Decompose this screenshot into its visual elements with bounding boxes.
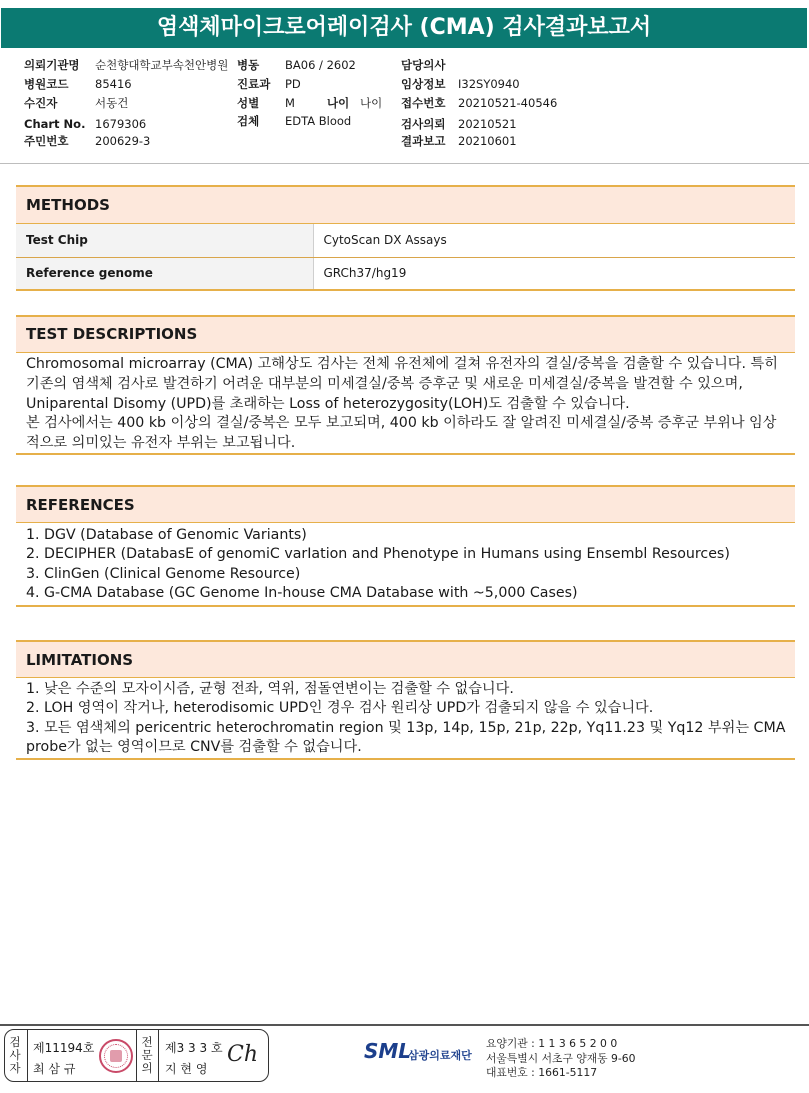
test-descriptions-heading: TEST DESCRIPTIONS <box>16 315 795 353</box>
info-label-specimen: 검체 <box>237 114 260 128</box>
list-item: 1. DGV (Database of Genomic Variants) <box>26 527 307 543</box>
list-item: 3. ClinGen (Clinical Genome Resource) <box>26 565 301 582</box>
info-value-department: PD <box>285 77 301 91</box>
patient-info <box>0 56 809 156</box>
footer-divider <box>0 1024 809 1026</box>
info-value-receipt-no: 20210521-40546 <box>458 96 558 110</box>
info-label-physician: 담당의사 <box>401 58 446 72</box>
methods-key-test-chip: Test Chip <box>16 224 313 257</box>
examiner-label: 검사자 <box>9 1035 21 1075</box>
institution-code: 요양기관 : 1 1 3 6 5 2 0 0 <box>486 1037 618 1050</box>
signature-separator <box>158 1030 159 1081</box>
references-heading: REFERENCES <box>16 485 795 523</box>
info-label-requesting-institution: 의뢰기관명 <box>24 58 80 72</box>
table-row <box>16 257 795 290</box>
specialist-signature: Ch <box>227 1042 259 1067</box>
info-value-specimen: EDTA Blood <box>285 114 352 128</box>
list-item: 1. 낮은 수준의 모자이시즘, 균형 전좌, 역위, 점돌연변이는 검출할 수 없습니다. <box>26 681 514 697</box>
info-label-request-date: 검사의뢰 <box>401 117 446 131</box>
info-label-clinical-info: 임상정보 <box>401 77 446 91</box>
test-descriptions-body <box>16 355 795 454</box>
limitations-heading: LIMITATIONS <box>16 640 795 678</box>
methods-value-test-chip: CytoScan DX Assays <box>313 224 795 257</box>
info-value-age: 나이 <box>360 96 383 110</box>
references-list <box>16 526 795 604</box>
info-label-patient: 수진자 <box>24 96 58 110</box>
info-label-sex: 성별 <box>237 96 260 110</box>
info-label-chart-no: Chart No. <box>24 117 86 131</box>
signature-separator <box>27 1030 28 1081</box>
sml-logo-mark: SML <box>364 1039 412 1063</box>
info-value-hospital-code: 85416 <box>95 77 132 91</box>
methods-table <box>16 224 795 291</box>
info-value-clinical-info: I32SY0940 <box>458 77 520 91</box>
test-descriptions-paragraph-2: 본 검사에서는 400 kb 이상의 결실/중복은 모두 보고되며, 400 kb 이하라도 잘 알려진 미세결실/중복 증후군 부위나 임상적으로 의미있는 유전자 부위는 보고됩니다. <box>26 415 777 452</box>
specialist-license: 제3 3 3 호 <box>165 1041 223 1055</box>
specialist-name: 지 현 영 <box>165 1062 208 1076</box>
info-value-request-date: 20210521 <box>458 117 517 131</box>
report-title: 염색체마이크로어레이검사 (CMA) 검사결과보고서 <box>1 8 807 48</box>
table-row <box>16 224 795 257</box>
signature-box <box>4 1029 269 1082</box>
section-divider <box>16 605 795 607</box>
list-item: 2. LOH 영역이 작거나, heterodisomic UPD인 경우 검사 원리상 UPD가 검출되지 않을 수 있습니다. <box>26 700 654 717</box>
list-item: 3. 모든 염색체의 pericentric heterochromatin region 및 13p, 14p, 15p, 21p, 22p, Yq11.23 및 Yq12 부위는 CMA probe가 없는 영역이므로 CNV를 검출할 수 없습니다. <box>26 719 786 756</box>
methods-key-reference-genome: Reference genome <box>16 257 313 290</box>
info-label-resident-no: 주민번호 <box>24 134 69 148</box>
info-value-ward: BA06 / 2602 <box>285 58 356 72</box>
methods-heading: METHODS <box>16 185 795 224</box>
info-value-chart-no: 1679306 <box>95 117 147 131</box>
info-label-age: 나이 <box>327 96 350 110</box>
limitations-list <box>16 680 795 758</box>
signature-separator <box>136 1030 137 1081</box>
examiner-license: 제11194호 <box>33 1041 95 1055</box>
specialist-label: 전문의 <box>141 1035 153 1075</box>
institution-phone: 대표번호 : 1661-5117 <box>486 1066 598 1079</box>
institution-address: 서울특별시 서초구 양재동 9-60 <box>486 1051 636 1065</box>
section-divider <box>16 453 795 455</box>
info-value-patient: 서동건 <box>95 96 129 110</box>
info-label-department: 진료과 <box>237 77 271 91</box>
info-label-hospital-code: 병원코드 <box>24 77 69 91</box>
methods-value-reference-genome: GRCh37/hg19 <box>313 257 795 290</box>
info-label-ward: 병동 <box>237 58 260 72</box>
list-item: 2. DECIPHER (DatabasE of genomiC varIation and Phenotype in Humans using Ensembl Resources) <box>26 546 730 563</box>
examiner-name: 최 삼 규 <box>33 1062 76 1076</box>
info-value-resident-no: 200629-3 <box>95 134 151 148</box>
institution-info <box>486 1037 636 1081</box>
info-label-receipt-no: 접수번호 <box>401 96 446 110</box>
test-descriptions-paragraph-1: Chromosomal microarray (CMA) 고해상도 검사는 전체 유전체에 걸쳐 유전자의 결실/중복을 검출할 수 있습니다. 특히 기존의 염색체 검사로 발견하기 어려운 대부분의 미세결실/중복 증후군 및 새로운 미세결실/중복을 발견할 수 있으며, Uniparental Disomy (UPD)를 초래하는 Loss of heterozygosity(LOH)도 검출할 수 있습니다. <box>26 356 778 412</box>
info-value-report-date: 20210601 <box>458 134 517 148</box>
examiner-seal-icon <box>99 1039 133 1073</box>
section-divider <box>16 758 795 760</box>
info-label-report-date: 결과보고 <box>401 134 446 148</box>
list-item: 4. G-CMA Database (GC Genome In-house CMA Database with ~5,000 Cases) <box>26 585 578 602</box>
sml-logo-name: 삼광의료재단 <box>408 1049 472 1062</box>
info-value-requesting-institution: 순천향대학교부속천안병원 <box>95 58 229 72</box>
info-value-sex: M <box>285 96 295 110</box>
info-divider <box>0 163 809 164</box>
